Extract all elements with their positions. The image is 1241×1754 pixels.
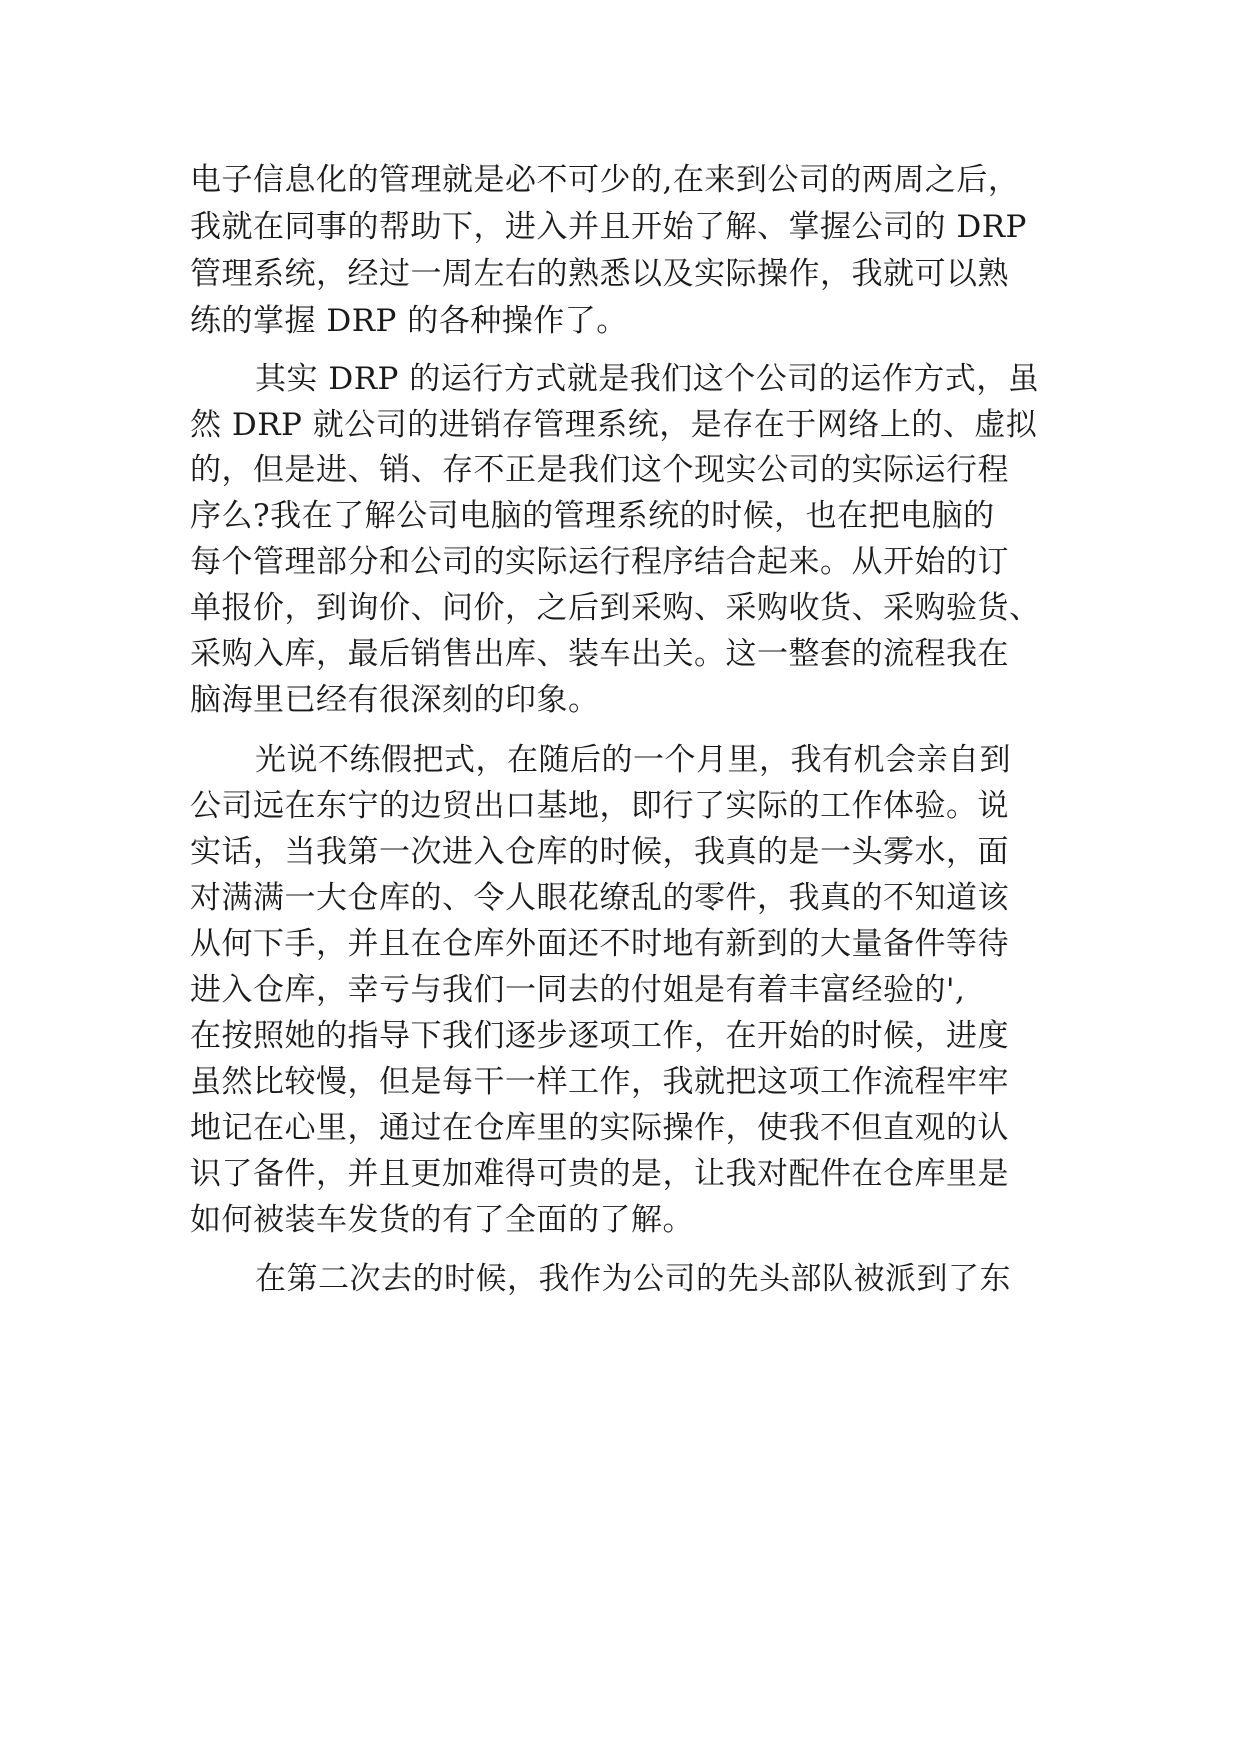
text-line: 每个管理部分和公司的实际运行程序结合起来。从开始的订: [190, 544, 1009, 580]
text-line: 脑海里已经有很深刻的印象。: [190, 682, 600, 718]
text-line: 然 DRP 就公司的进销存管理系统，是存在于网络上的、虚拟: [190, 407, 1038, 443]
text-line: 管理系统，经过一周左右的熟悉以及实际操作，我就可以熟: [190, 256, 1009, 292]
text-line: 采购入库，最后销售出库、装车出关。这一整套的流程我在: [190, 636, 1009, 672]
text-line: 电子信息化的管理就是必不可少的,在来到公司的两周之后，: [190, 162, 1020, 198]
text-line: 对满满一大仓库的、令人眼花缭乱的零件，我真的不知道该: [190, 880, 1009, 916]
text-line: 如何被装车发货的有了全面的了解。: [190, 1202, 694, 1238]
text-line: 单报价，到询价、问价，之后到采购、采购收货、采购验货、: [190, 590, 1041, 626]
text-line: 地记在心里，通过在仓库里的实际操作，使我不但直观的认: [190, 1110, 1009, 1146]
paragraph-first-line: 光说不练假把式，在随后的一个月里，我有机会亲自到: [255, 742, 1011, 778]
paragraph-first-line: 其实 DRP 的运行方式就是我们这个公司的运作方式，虽: [255, 361, 1040, 397]
paragraph-first-line: 在第二次去的时候，我作为公司的先头部队被派到了东: [255, 1261, 1011, 1297]
text-line: 序么?我在了解公司电脑的管理系统的时候，也在把电脑的: [190, 498, 995, 534]
text-line: 进入仓库，幸亏与我们一同去的付姐是有着丰富经验的',: [190, 972, 966, 1008]
text-line: 从何下手，并且在仓库外面还不时地有新到的大量备件等待: [190, 926, 1009, 962]
text-line: 实话，当我第一次进入仓库的时候，我真的是一头雾水，面: [190, 834, 1009, 870]
text-line: 识了备件，并且更加难得可贵的是，让我对配件在仓库里是: [190, 1156, 1009, 1192]
text-line: 公司远在东宁的边贸出口基地，即行了实际的工作体验。说: [190, 788, 1009, 824]
text-line: 练的掌握 DRP 的各种操作了。: [190, 303, 628, 339]
text-line: 虽然比较慢，但是每干一样工作，我就把这项工作流程牢牢: [190, 1064, 1009, 1100]
text-line: 在按照她的指导下我们逐步逐项工作，在开始的时候，进度: [190, 1018, 1009, 1054]
text-line: 的，但是进、销、存不正是我们这个现实公司的实际运行程: [190, 452, 1009, 488]
text-line: 我就在同事的帮助下，进入并且开始了解、掌握公司的 DRP: [190, 209, 1027, 245]
